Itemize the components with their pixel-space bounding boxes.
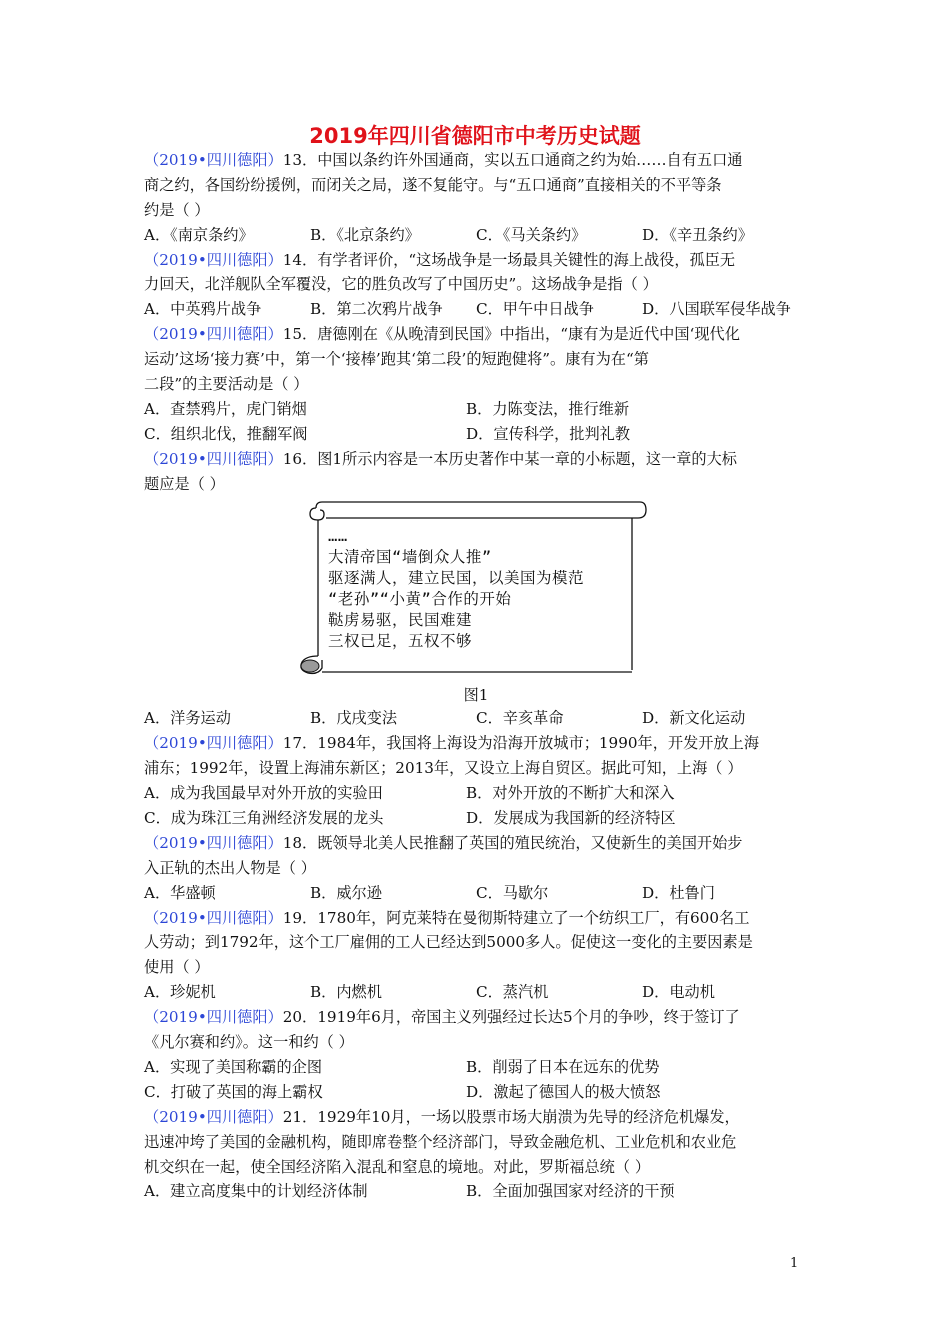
question-20 [144,1005,808,1105]
option-d[interactable]: D．发展成为我国新的经济特区 [466,809,676,828]
option-row [144,806,808,831]
option-b[interactable]: B．第二次鸦片战争 [310,300,443,319]
question-source: （2019•四川德阳） [144,449,283,468]
question-text: 《凡尔赛和约》。这一和约（ ） [144,1033,354,1052]
question-19 [144,906,808,1006]
option-c[interactable]: C．《马关条约》 [476,225,587,244]
figure-text: …… 大清帝国“墙倒众人推” 驱逐满人，建立民国，以美国为模范 “老孙”“小黄”合作的开始 鞑虏易驱，民国难建 三权已足，五权不够 [328,527,585,651]
question-text: 浦东；1992年，设置上海浦东新区；2013年，又设立上海自贸区。据此可知，上海（ ） [144,759,743,778]
question-17 [144,731,808,831]
question-source: （2019•四川德阳） [144,250,283,269]
option-row [144,781,808,806]
question-source: （2019•四川德阳） [144,734,283,753]
question-text: 21．1929年10月，一场以股票市场大崩溃为先导的经济危机爆发， [282,1107,740,1126]
question-text: 16．图1所示内容是一本历史著作中某一章的小标题，这一章的大标 [282,449,737,468]
question-source: （2019•四川德阳） [144,1008,283,1027]
question-text: 13．中国以条约许外国通商，实以五口通商之约为始……自有五口通 [282,151,743,169]
page-title: 2019年四川省德阳市中考历史试题 [309,124,641,148]
option-c[interactable]: C．辛亥革命 [476,709,564,728]
option-b[interactable]: B．威尔逊 [310,883,382,902]
option-d[interactable]: D．八国联军侵华战争 [642,300,791,319]
question-21 [144,1105,808,1205]
option-row [144,397,808,422]
option-row [144,1080,808,1105]
question-source: （2019•四川德阳） [144,833,283,852]
option-d[interactable]: D．新文化运动 [642,709,746,728]
question-list [144,148,808,1204]
question-text: 使用（ ） [144,958,210,977]
option-a[interactable]: A．洋务运动 [144,709,231,728]
option-row [144,1179,808,1204]
option-a[interactable]: A．中英鸦片战争 [144,300,262,319]
question-text: 题应是（ ） [144,474,225,493]
option-c[interactable]: C．组织北伐，推翻军阀 [144,424,308,443]
page-number: 1 [790,1256,799,1271]
figure-caption: 图1 [463,686,489,705]
question-text: 人劳动；到1792年，这个工厂雇佣的工人已经达到5000多人。促使这一变化的主要因素是 [144,933,753,952]
option-b[interactable]: B．《北京条约》 [310,225,420,244]
option-d[interactable]: D．激起了德国人的极大愤怒 [466,1082,661,1101]
option-b[interactable]: B．戊戌变法 [310,709,398,728]
option-b[interactable]: B．力陈变法，推行维新 [466,399,630,418]
option-b[interactable]: B．对外开放的不断扩大和深入 [466,784,675,803]
option-c[interactable]: C．打破了英国的海上霸权 [144,1082,323,1101]
question-18 [144,831,808,906]
option-b[interactable]: B．全面加强国家对经济的干预 [466,1182,675,1201]
question-source: （2019•四川德阳） [144,325,283,344]
question-source: （2019•四川德阳） [144,908,283,927]
figure-1 [144,496,808,706]
question-source: （2019•四川德阳） [144,151,283,169]
option-row [144,297,808,322]
question-text: 入正轨的杰出人物是（ ） [144,858,316,877]
option-row [144,223,808,248]
option-row [144,881,808,906]
question-text: 二段”的主要活动是（ ） [144,375,309,394]
question-16 [144,447,808,732]
option-a[interactable]: A．查禁鸦片，虎门销烟 [144,399,307,418]
question-text: 15．唐德刚在《从晚清到民国》中指出，“康有为是近代中国‘现代化 [282,325,740,344]
option-row [144,1055,808,1080]
option-d[interactable]: D．宣传科学，批判礼教 [466,424,631,443]
question-text: 19．1780年，阿克莱特在曼彻斯特建立了一个纺织工厂，有600名工 [282,908,750,927]
option-d[interactable]: D．《辛丑条约》 [642,225,753,244]
option-a[interactable]: A．实现了美国称霸的企图 [144,1057,323,1076]
option-c[interactable]: C．甲午中日战争 [476,300,594,319]
question-14 [144,248,808,323]
option-a[interactable]: A．成为我国最早对外开放的实验田 [144,784,383,803]
question-text: 约是（ ） [144,200,210,219]
question-text: 20．1919年6月，帝国主义列强经过长达5个月的争吵，终于签订了 [282,1008,740,1027]
question-text: 18．既领导北美人民推翻了英国的殖民统治，又使新生的美国开始步 [282,833,743,852]
question-text: 商之约，各国纷纷援例，而闭关之局，遂不复能守。与“五口通商”直接相关的不平等条 [144,175,722,194]
option-d[interactable]: D．电动机 [642,983,715,1002]
question-text: 机交织在一起，使全国经济陷入混乱和窒息的境地。对此，罗斯福总统（ ） [144,1157,651,1176]
option-c[interactable]: C．蒸汽机 [476,983,549,1002]
option-c[interactable]: C．成为珠江三角洲经济发展的龙头 [144,809,384,828]
option-a[interactable]: A．珍妮机 [144,983,216,1002]
question-text: 运动’这场‘接力赛’中，第一个‘接棒’跑其‘第二段’的短跑健将”。康有为在“第 [144,350,649,369]
option-b[interactable]: B．削弱了日本在远东的优势 [466,1057,660,1076]
option-a[interactable]: A．建立高度集中的计划经济体制 [144,1182,368,1201]
question-text: 迅速冲垮了美国的金融机构，随即席卷整个经济部门，导致金融危机、工业危机和农业危 [144,1132,737,1151]
option-c[interactable]: C．马歇尔 [476,883,549,902]
question-source: （2019•四川德阳） [144,1107,283,1126]
option-row [144,422,808,447]
question-13 [144,148,808,248]
question-text: 17．1984年，我国将上海设为沿海开放城市；1990年，开发开放上海 [282,734,760,753]
question-text: 14．有学者评价，“这场战争是一场最具关键性的海上战役，孤臣无 [282,250,736,269]
option-a[interactable]: A．华盛顿 [144,883,216,902]
option-a[interactable]: A．《南京条约》 [144,225,254,244]
question-15 [144,322,808,446]
option-b[interactable]: B．内燃机 [310,983,382,1002]
option-row [144,980,808,1005]
option-row [144,706,808,731]
option-d[interactable]: D．杜鲁门 [642,883,715,902]
question-text: 力回天，北洋舰队全军覆没，它的胜负改写了中国历史”。这场战争是指（ ） [144,275,658,294]
